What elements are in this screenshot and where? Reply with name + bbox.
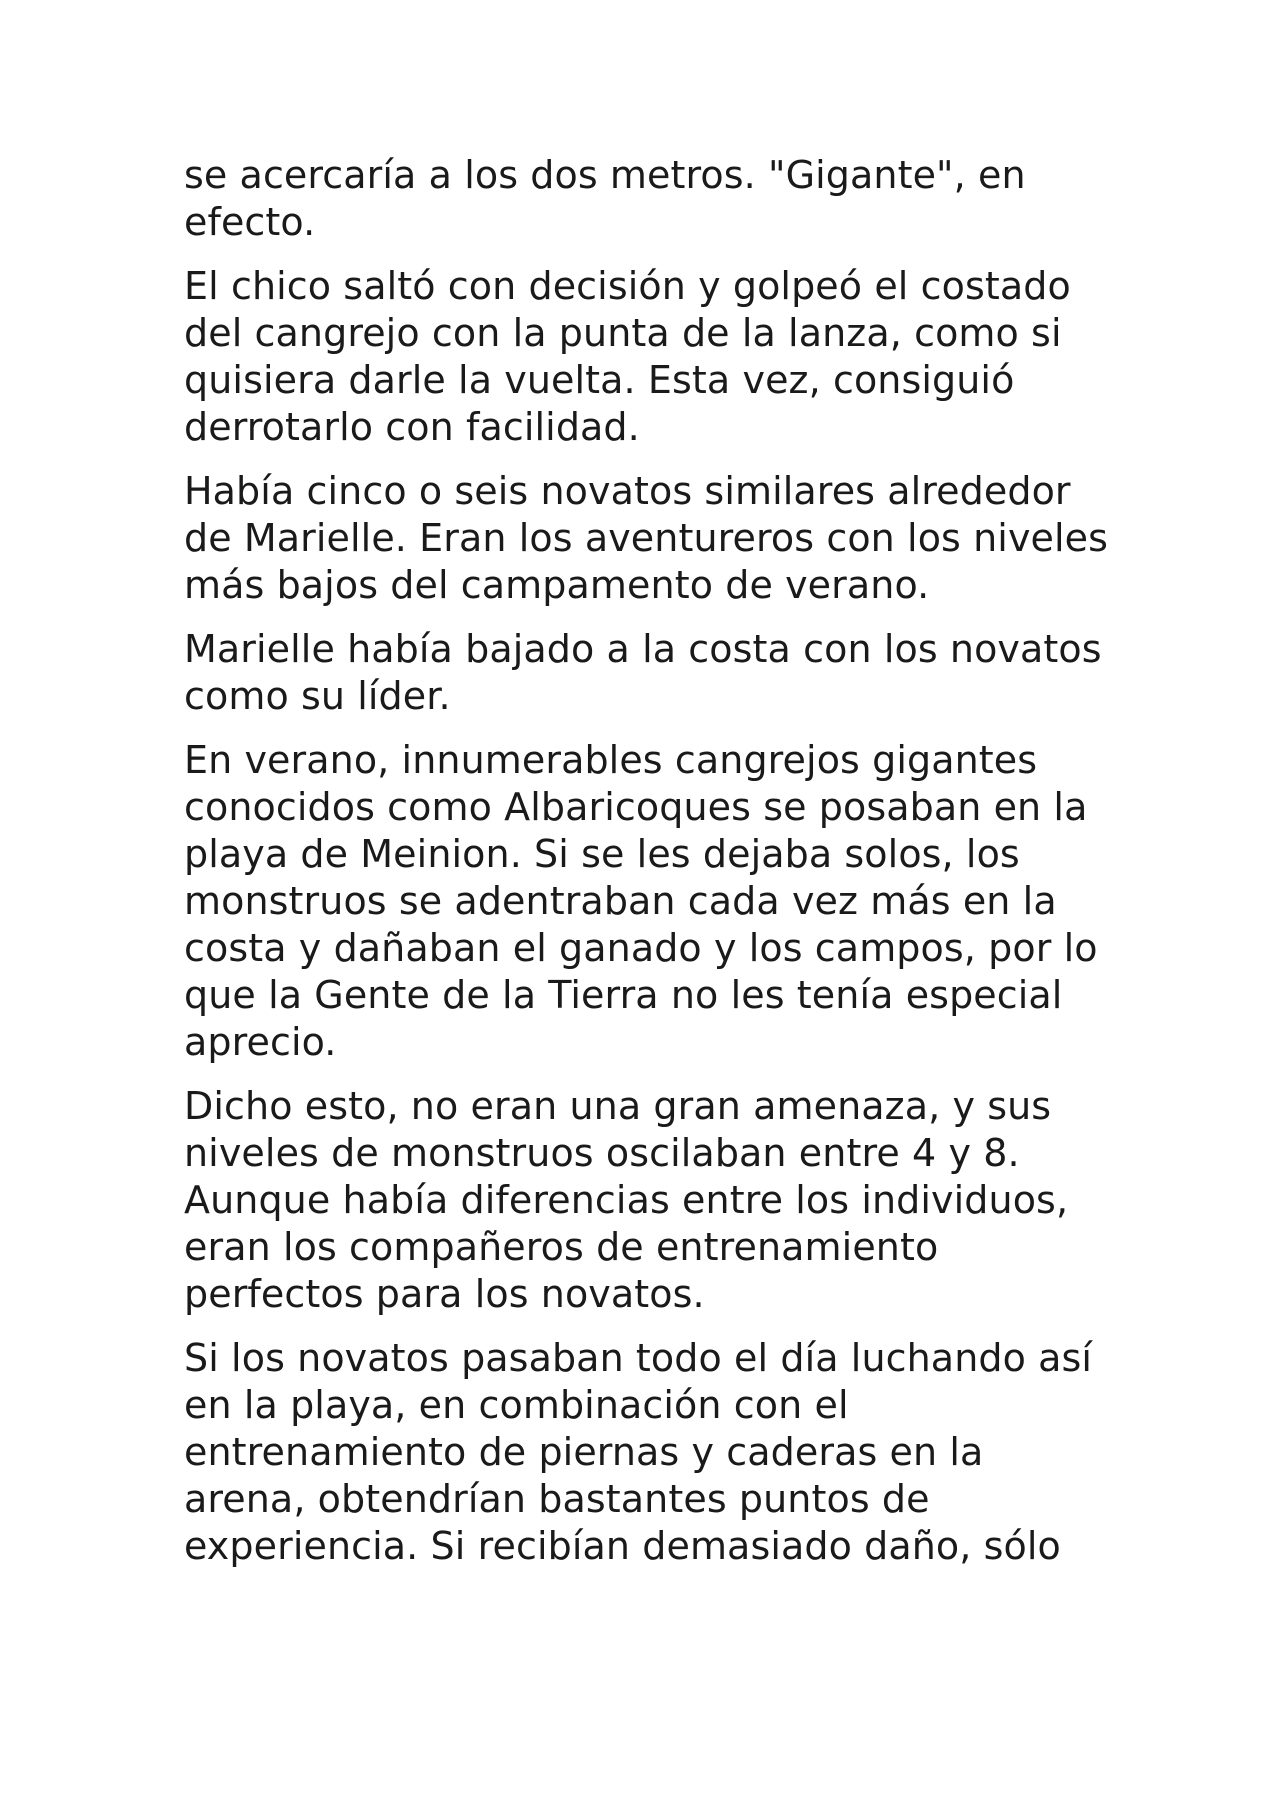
- paragraph: En verano, innumerables cangrejos gigantes conocidos como Albaricoques se posaban en la playa de Meinion. Si se les dejaba solos, los monstruos se adentraban cada vez más en la costa y dañaban el ganado y los campos, por lo que la Gente de la Tierra no les tenía especial aprecio.: [184, 738, 1098, 1064]
- paragraph: Dicho esto, no eran una gran amenaza, y sus niveles de monstruos oscilaban entre 4 y 8. Aunque había diferencias entre los individuos, eran los compañeros de entrenamiento perfectos para los novatos.: [184, 1084, 1069, 1316]
- paragraph: se acercaría a los dos metros. "Gigante", en efecto.: [184, 153, 1026, 244]
- body-text: [184, 152, 1114, 1587]
- paragraph: Si los novatos pasaban todo el día luchando así en la playa, en combinación con el entrenamiento de piernas y caderas en la arena, obtendrían bastantes puntos de experiencia. Si recibían demasiado daño, sólo: [184, 1336, 1093, 1568]
- paragraph: Marielle había bajado a la costa con los novatos como su líder.: [184, 627, 1102, 718]
- paragraph: El chico saltó con decisión y golpeó el costado del cangrejo con la punta de la lanza, como si quisiera darle la vuelta. Esta vez, consiguió derrotarlo con facilidad.: [184, 264, 1071, 449]
- paragraph: Había cinco o seis novatos similares alrededor de Marielle. Eran los aventureros con los niveles más bajos del campamento de verano.: [184, 469, 1109, 607]
